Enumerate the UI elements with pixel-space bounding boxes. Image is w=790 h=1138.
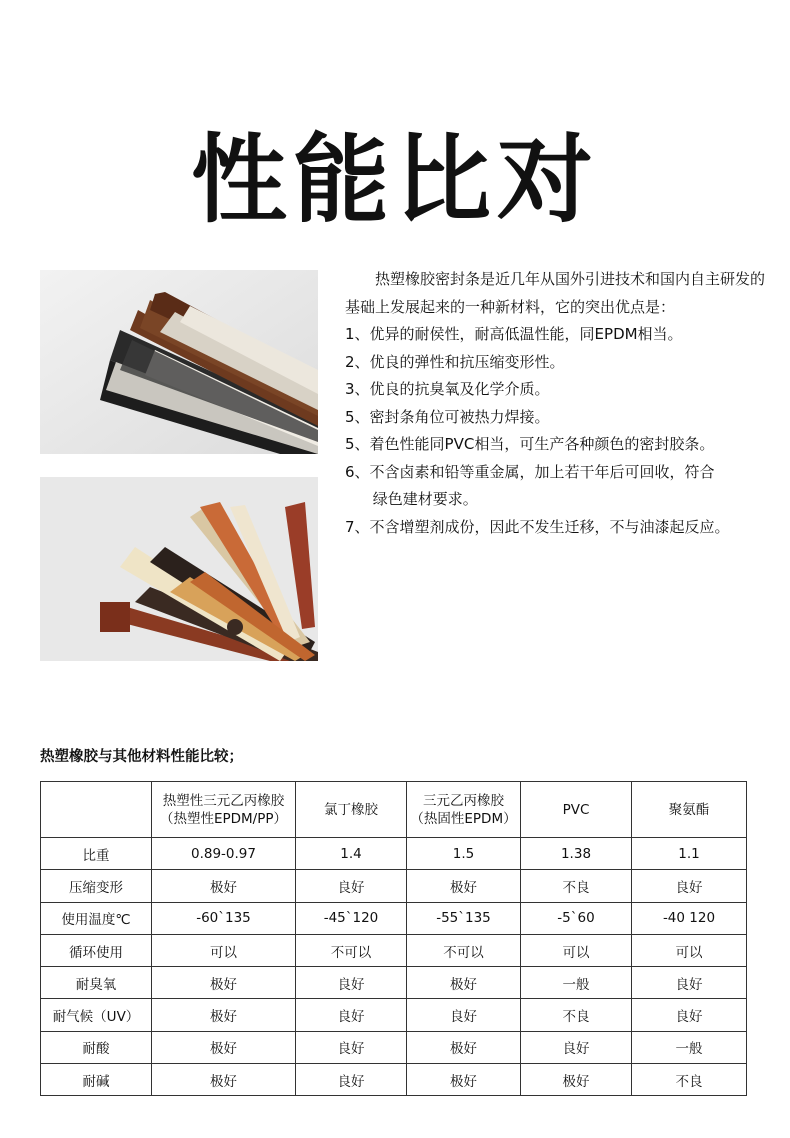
- row-label: 循环使用: [41, 934, 152, 966]
- header-line: 氯丁橡胶: [324, 801, 378, 818]
- table-cell: 1.4: [296, 838, 407, 870]
- table-cell: 不良: [632, 1064, 747, 1096]
- row-label: 耐碱: [41, 1064, 152, 1096]
- table-cell: 1.38: [521, 838, 632, 870]
- page-title: 性能比对: [191, 124, 599, 236]
- table-cell: 良好: [632, 967, 747, 999]
- row-label: 耐气候（UV）: [41, 999, 152, 1031]
- table-row: [41, 967, 747, 999]
- table-row: [41, 870, 747, 902]
- intro-text: [345, 266, 765, 541]
- header-cell-empty: [41, 782, 152, 838]
- table-row: [41, 999, 747, 1031]
- table-cell: 极好: [152, 967, 296, 999]
- table-cell: -55`135: [407, 902, 521, 934]
- table-row: [41, 902, 747, 934]
- row-label: 耐臭氧: [41, 967, 152, 999]
- point-6: 6、不含卤素和铅等重金属，加上若干年后可回收，符合: [345, 462, 715, 481]
- seal-profiles-photo: [40, 477, 318, 661]
- table-cell: 良好: [296, 967, 407, 999]
- table-cell: 良好: [407, 999, 521, 1031]
- row-label: 使用温度℃: [41, 902, 152, 934]
- table-cell: 良好: [521, 1031, 632, 1063]
- row-label: 压缩变形: [41, 870, 152, 902]
- table-cell: 不良: [521, 999, 632, 1031]
- table-cell: 可以: [632, 934, 747, 966]
- table-cell: 良好: [632, 999, 747, 1031]
- table-row: [41, 838, 747, 870]
- table-cell: 极好: [407, 870, 521, 902]
- intro-lead: 热塑橡胶密封条是近几年从国外引进技术和国内自主研发的基础上发展起来的一种新材料，它的突出优点是：: [345, 270, 766, 316]
- header-line: 聚氨酯: [668, 801, 710, 818]
- table-cell: 可以: [521, 934, 632, 966]
- point-6-continued: 绿色建材要求。: [372, 490, 478, 508]
- table-cell: -45`120: [296, 902, 407, 934]
- table-cell: -5`60: [521, 902, 632, 934]
- point-3: 3、优良的抗臭氧及化学介质。: [345, 380, 550, 398]
- table-title: 热塑橡胶与其他材料性能比较；: [40, 749, 243, 765]
- table-cell: 良好: [632, 870, 747, 902]
- table-cell: -40 120: [632, 902, 747, 934]
- table-cell: 良好: [296, 1031, 407, 1063]
- table-cell: 极好: [152, 999, 296, 1031]
- table-cell: 可以: [152, 934, 296, 966]
- table-row: [41, 934, 747, 966]
- table-cell: 良好: [296, 1064, 407, 1096]
- table-cell: 极好: [152, 870, 296, 902]
- header-cell: [632, 782, 747, 838]
- header-line: 热塑性三元乙丙橡胶: [162, 792, 285, 809]
- table-cell: 1.1: [632, 838, 747, 870]
- table-cell: 不可以: [407, 934, 521, 966]
- table-row: [41, 1064, 747, 1096]
- table-cell: 1.5: [407, 838, 521, 870]
- header-line: PVC: [562, 801, 590, 818]
- table-cell: 极好: [407, 1064, 521, 1096]
- row-label: 耐酸: [41, 1031, 152, 1063]
- table-cell: 一般: [632, 1031, 747, 1063]
- comparison-table: [40, 781, 747, 1096]
- table-cell: 极好: [407, 967, 521, 999]
- table-header-row: [41, 782, 747, 838]
- table-cell: 不可以: [296, 934, 407, 966]
- table-cell: 极好: [521, 1064, 632, 1096]
- header-cell: [296, 782, 407, 838]
- point-1: 1、优异的耐侯性，耐高低温性能，同EPDM相当。: [345, 325, 683, 343]
- table-cell: 极好: [407, 1031, 521, 1063]
- table-cell: 极好: [152, 1031, 296, 1063]
- seal-strips-photo: [40, 270, 318, 454]
- table-cell: 0.89-0.97: [152, 838, 296, 870]
- table-cell: 一般: [521, 967, 632, 999]
- header-line: 三元乙丙橡胶: [423, 792, 504, 809]
- point-7: 7、不含增塑剂成份，因此不发生迁移，不与油漆起反应。: [345, 517, 730, 536]
- table-cell: 良好: [296, 999, 407, 1031]
- table-cell: -60`135: [152, 902, 296, 934]
- point-2: 2、优良的弹性和抗压缩变形性。: [345, 352, 565, 371]
- row-label: 比重: [41, 838, 152, 870]
- header-cell: [407, 782, 521, 838]
- header-cell: [521, 782, 632, 838]
- table-cell: 极好: [152, 1064, 296, 1096]
- table-cell: 不良: [521, 870, 632, 902]
- header-line: （热固性EPDM）: [410, 810, 517, 827]
- header-line: （热塑性EPDM/PP）: [159, 810, 288, 827]
- point-4: 5、密封条角位可被热力焊接。: [345, 407, 550, 426]
- point-5: 5、着色性能同PVC相当，可生产各种颜色的密封胶条。: [345, 435, 715, 453]
- table-cell: 良好: [296, 870, 407, 902]
- table-row: [41, 1031, 747, 1063]
- header-cell: [152, 782, 296, 838]
